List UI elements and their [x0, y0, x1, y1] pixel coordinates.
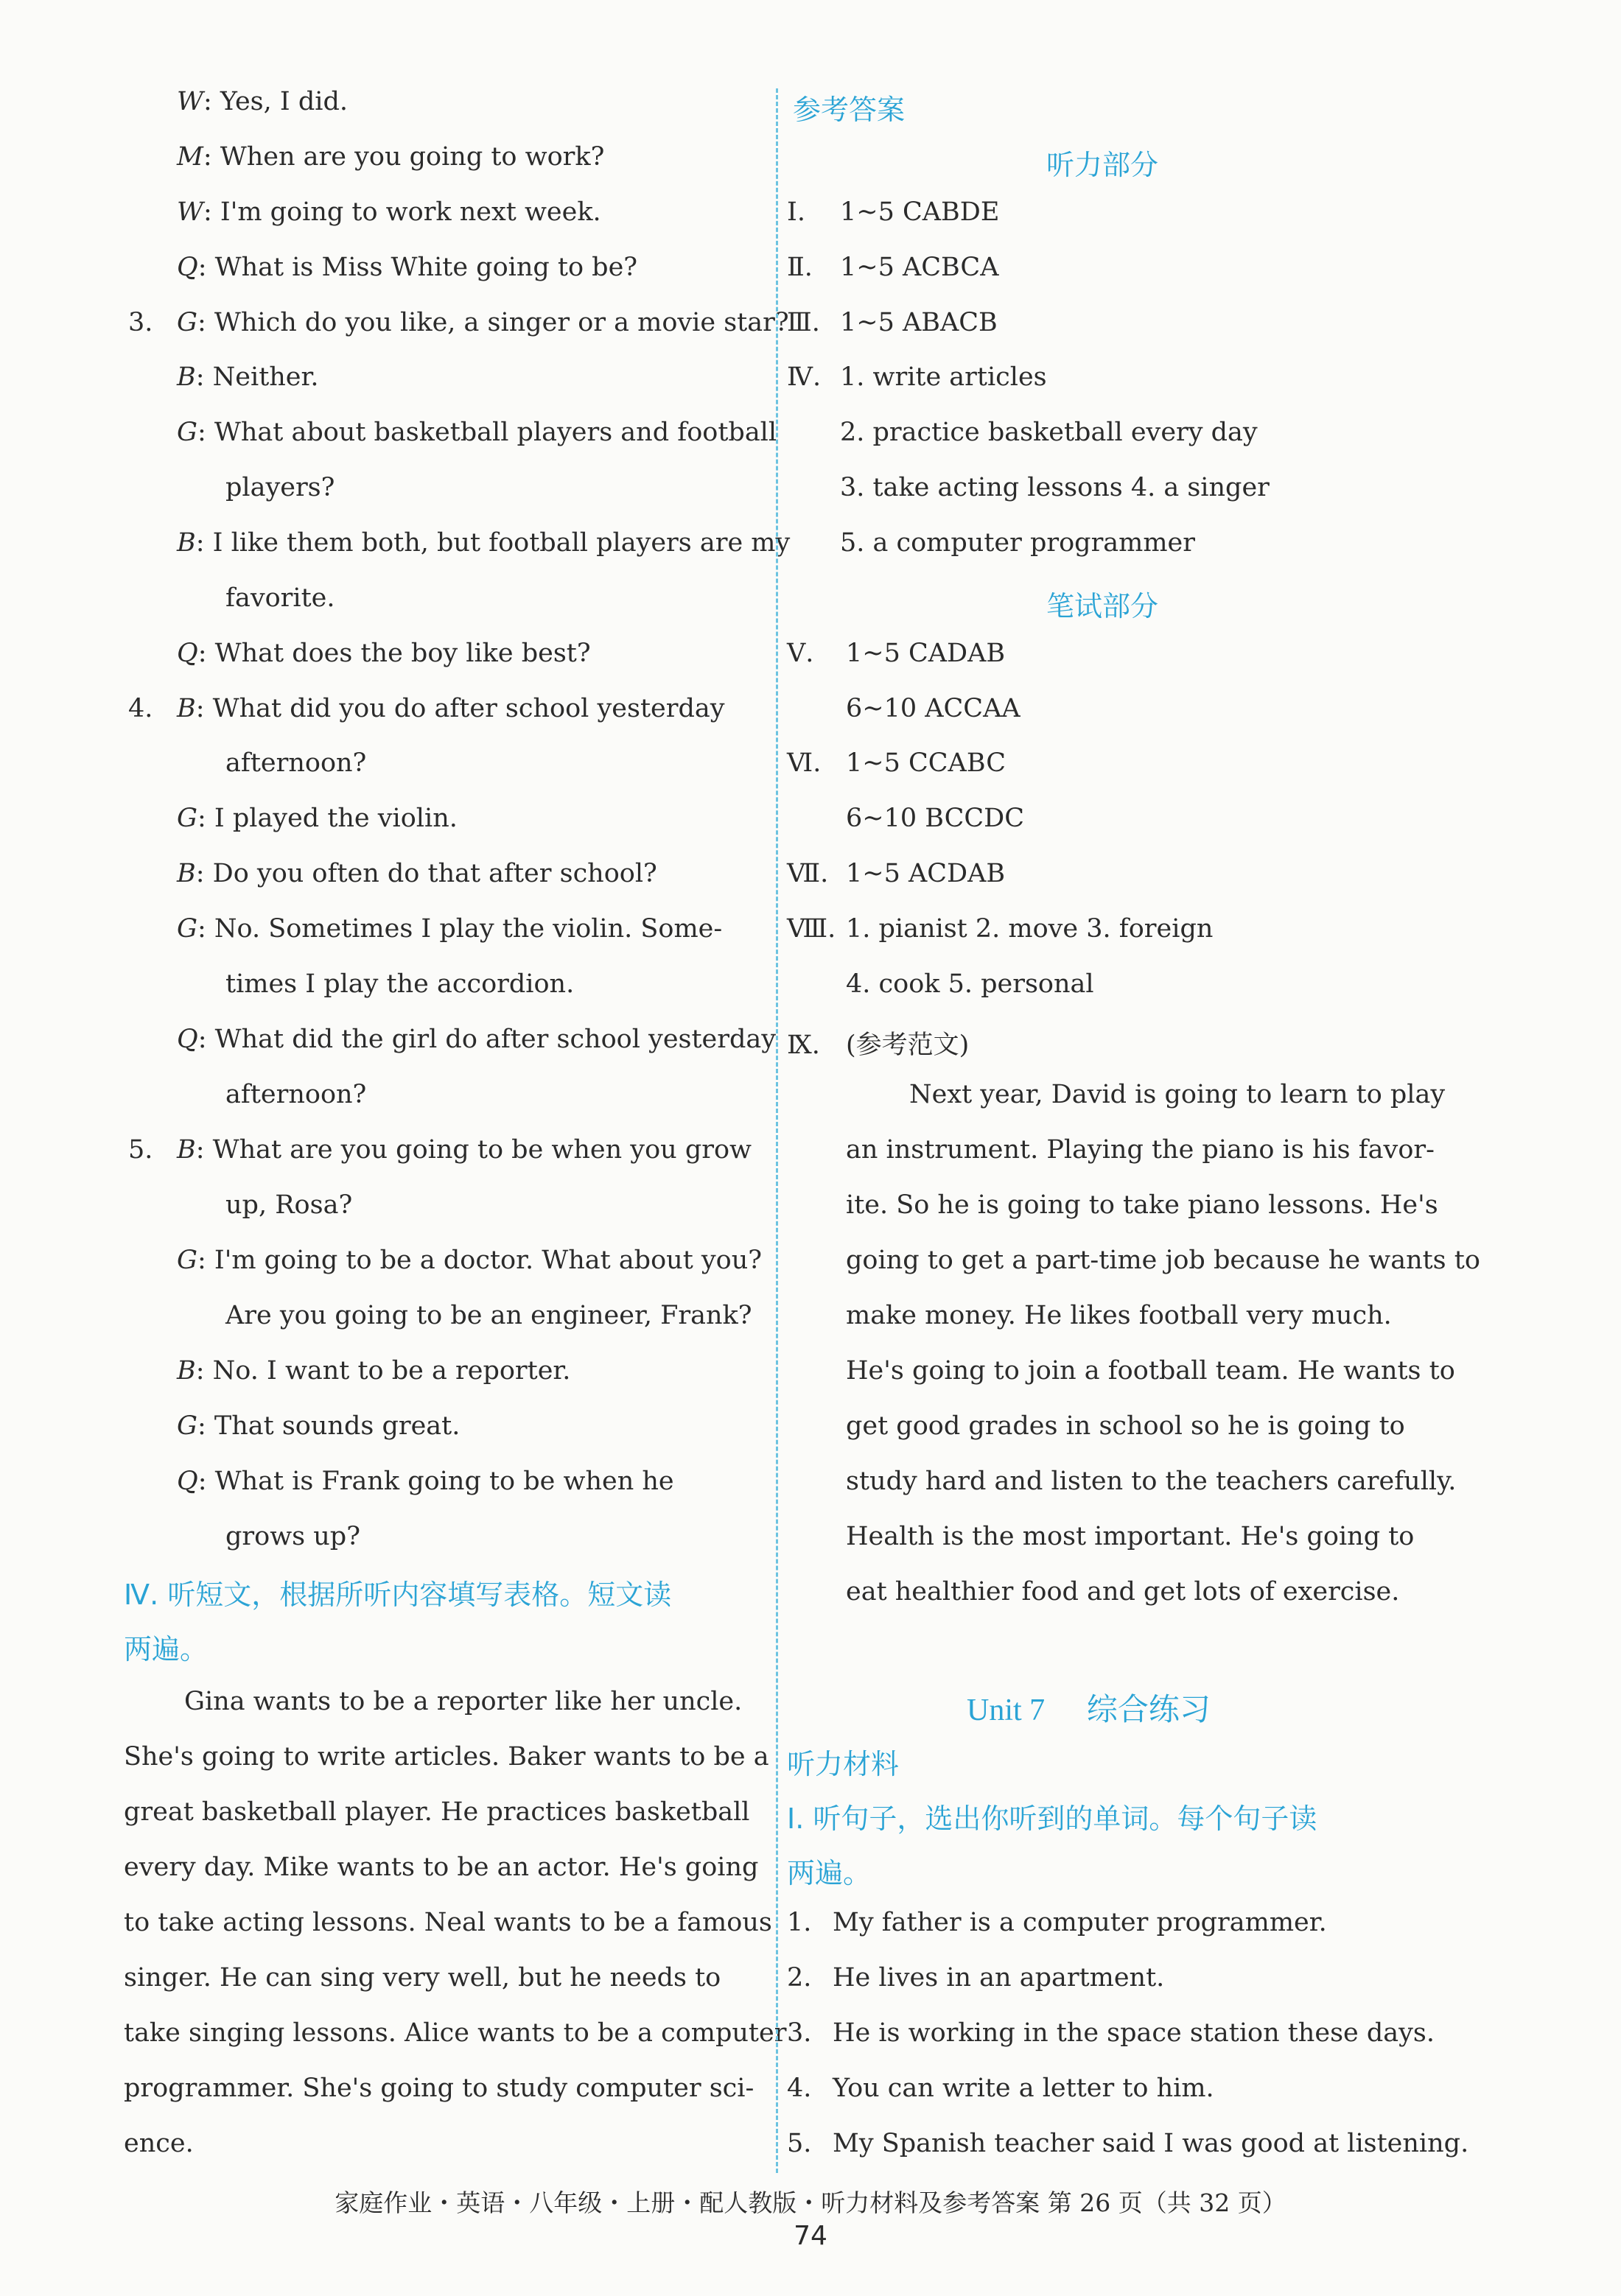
answer-text: 1~5 CABDE: [840, 197, 1000, 227]
dialogue-continuation: afternoon?: [225, 748, 367, 778]
essay-line: get good grades in school so he is going to: [846, 1411, 1405, 1441]
answer-text: (参考范文): [846, 1031, 970, 1060]
essay-line: He's going to join a football team. He wants to: [846, 1356, 1455, 1386]
passage-line: great basketball player. He practices basketball: [124, 1797, 750, 1827]
dialogue-text: Neither.: [212, 362, 319, 392]
page-number: 74: [794, 2221, 827, 2251]
passage-line: every day. Mike wants to be an actor. He's going: [124, 1853, 759, 1882]
speaker-label: Q: [177, 1467, 198, 1496]
speaker-label: G: [177, 1246, 197, 1275]
essay-line: eat healthier food and get lots of exercise.: [846, 1577, 1400, 1607]
dialogue-line: Q: What is Miss White going to be?: [177, 253, 638, 282]
dialogue-text: What is Frank going to be when he: [214, 1467, 674, 1496]
answer-row: 5. a computer programmer: [840, 528, 1195, 558]
answer-roman: Ⅱ.: [787, 253, 813, 282]
answer-text: 1. pianist 2. move 3. foreign: [846, 914, 1214, 944]
sentence-number: 2.: [787, 1963, 812, 1993]
speaker-label: B: [177, 694, 196, 723]
dialogue-text: Do you often do that after school?: [212, 859, 657, 888]
material-title: 听力材料: [787, 1748, 900, 1780]
speaker-label: B: [177, 1135, 196, 1165]
essay-line: going to get a part-time job because he wants to: [846, 1246, 1480, 1275]
essay-line: make money. He likes football very much.: [846, 1301, 1392, 1330]
dialogue-continuation: grows up?: [225, 1522, 360, 1551]
answer-row: [787, 197, 999, 227]
sentence-number: 1.: [787, 1908, 812, 1937]
dialogue-line: B: No. I want to be a reporter.: [177, 1356, 571, 1386]
answer-text: 1. write articles: [840, 362, 1047, 392]
speaker-label: W: [177, 197, 203, 227]
section-4-title-cont: 两遍。: [124, 1633, 209, 1665]
answer-roman: Ⅵ.: [787, 748, 822, 778]
answer-row: [787, 1025, 969, 1061]
column-divider: [776, 88, 778, 2173]
dialogue-text: What does the boy like best?: [214, 639, 591, 668]
answer-roman: Ⅶ.: [787, 859, 829, 888]
answer-row: [787, 639, 1005, 668]
sentence-row: [787, 2018, 1435, 2048]
dialogue-line: G: No. Sometimes I play the violin. Some-: [177, 914, 723, 944]
speaker-label: G: [177, 914, 197, 944]
sentence-row: [787, 2129, 1468, 2158]
answer-text: 1~5 ACBCA: [840, 253, 999, 282]
essay-line: study hard and listen to the teachers carefully.: [846, 1467, 1457, 1496]
answers-title: 参考答案: [793, 94, 906, 126]
answer-roman: Ⅴ.: [787, 639, 814, 668]
page-footer: 家庭作业・英语・八年级・上册・配人教版・听力材料及参考答案 第 26 页（共 32 页）: [335, 2188, 1286, 2217]
sentence-number: 5.: [787, 2129, 812, 2158]
speaker-label: G: [177, 418, 197, 447]
passage-line: take singing lessons. Alice wants to be a computer: [124, 2018, 787, 2048]
answer-row: [787, 748, 1006, 778]
speaker-label: W: [177, 87, 203, 116]
dialogue-text: What about basketball players and football: [214, 418, 777, 447]
item-number: 3.: [128, 308, 153, 337]
answer-roman: Ⅷ.: [787, 914, 836, 944]
answer-row: 3. take acting lessons 4. a singer: [840, 473, 1270, 502]
dialogue-line: G: That sounds great.: [177, 1411, 461, 1441]
dialogue-line: G: I'm going to be a doctor. What about you?: [177, 1246, 763, 1275]
dialogue-line: W: I'm going to work next week.: [177, 197, 601, 227]
item-number: 4.: [128, 694, 153, 723]
dialogue-line: G: I played the violin.: [177, 804, 458, 833]
answer-row: [787, 859, 1005, 888]
dialogue-text: What is Miss White going to be?: [214, 253, 638, 282]
speaker-label: Q: [177, 639, 198, 668]
sentence-row: [787, 1908, 1327, 1937]
dialogue-line: B: Do you often do that after school?: [177, 859, 657, 888]
speaker-label: B: [177, 528, 196, 558]
dialogue-text: Yes, I did.: [220, 87, 348, 116]
dialogue-text: Which do you like, a singer or a movie star?: [214, 308, 789, 337]
unit-title: [967, 1685, 1211, 1730]
speaker-label: B: [177, 1356, 196, 1386]
dialogue-text: What are you going to be when you grow: [212, 1135, 752, 1165]
dialogue-continuation: players?: [225, 473, 335, 502]
dialogue-continuation: times I play the accordion.: [225, 969, 575, 999]
answer-row: [787, 362, 1047, 392]
sentence-text: My Spanish teacher said I was good at listening.: [833, 2129, 1469, 2158]
answer-text: 1~5 CCABC: [846, 748, 1006, 778]
speaker-label: B: [177, 859, 196, 888]
dialogue-text: What did you do after school yesterday: [212, 694, 725, 723]
writing-part-title: 笔试部分: [1046, 590, 1159, 622]
passage-line: Gina wants to be a reporter like her uncle.: [184, 1687, 743, 1716]
dialogue-text: When are you going to work?: [220, 142, 605, 172]
answer-row: 4. cook 5. personal: [846, 969, 1094, 999]
dialogue-line: B: I like them both, but football players are my: [177, 528, 791, 558]
dialogue-text: What did the girl do after school yesterday: [214, 1025, 777, 1054]
dialogue-line: B: What did you do after school yesterday: [177, 694, 725, 723]
speaker-label: G: [177, 1411, 197, 1441]
dialogue-continuation: afternoon?: [225, 1080, 367, 1109]
essay-line: Health is the most important. He's going to: [846, 1522, 1415, 1551]
dialogue-line: B: Neither.: [177, 362, 319, 392]
essay-line: an instrument. Playing the piano is his favor-: [846, 1135, 1435, 1165]
item-number: 5.: [128, 1135, 153, 1165]
answer-text: 1~5 ACDAB: [846, 859, 1006, 888]
unit-title-en: Unit 7: [967, 1693, 1046, 1727]
passage-line: programmer. She's going to study computer sci-: [124, 2074, 755, 2103]
essay-line: Next year, David is going to learn to play: [909, 1080, 1446, 1109]
dialogue-line: M: When are you going to work?: [177, 142, 605, 172]
speaker-label: G: [177, 804, 197, 833]
answer-text: 1~5 ABACB: [840, 308, 998, 337]
essay-line: ite. So he is going to take piano lessons. He's: [846, 1190, 1438, 1220]
passage-line: to take acting lessons. Neal wants to be a famous: [124, 1908, 772, 1937]
dialogue-text: I played the violin.: [214, 804, 458, 833]
answer-roman: Ⅳ.: [787, 362, 822, 392]
sentence-text: He lives in an apartment.: [833, 1963, 1165, 1993]
sentence-number: 3.: [787, 2018, 812, 2048]
sentence-number: 4.: [787, 2074, 812, 2103]
sentence-row: [787, 1963, 1164, 1993]
answer-row: [787, 308, 998, 337]
dialogue-text: I'm going to work next week.: [220, 197, 601, 227]
dialogue-line: G: What about basketball players and football: [177, 418, 777, 447]
dialogue-continuation: favorite.: [225, 583, 335, 613]
answer-row: 2. practice basketball every day: [840, 418, 1258, 447]
answer-roman: Ⅸ.: [787, 1031, 820, 1060]
dialogue-text: I'm going to be a doctor. What about you?: [214, 1246, 763, 1275]
sentence-text: He is working in the space station these days.: [833, 2018, 1435, 2048]
dialogue-line: G: Which do you like, a singer or a movie star?: [177, 308, 789, 337]
section-4-title: Ⅳ. 听短文，根据所听内容填写表格。短文读: [124, 1579, 672, 1611]
section-1-title-cont: 两遍。: [787, 1857, 872, 1889]
dialogue-line: Q: What did the girl do after school yesterday: [177, 1025, 777, 1054]
speaker-label: G: [177, 308, 197, 337]
sentence-text: My father is a computer programmer.: [833, 1908, 1327, 1937]
dialogue-line: Q: What is Frank going to be when he: [177, 1467, 674, 1496]
answer-roman: Ⅲ.: [787, 308, 820, 337]
answer-row: [787, 914, 1213, 944]
listening-part-title: 听力部分: [1046, 149, 1159, 181]
section-1-title: Ⅰ. 听句子，选出你听到的单词。每个句子读: [787, 1802, 1317, 1835]
passage-line: ence.: [124, 2129, 194, 2158]
passage-line: She's going to write articles. Baker wants to be a: [124, 1742, 769, 1772]
speaker-label: Q: [177, 1025, 198, 1054]
passage-line: singer. He can sing very well, but he needs to: [124, 1963, 721, 1993]
dialogue-text: No. Sometimes I play the violin. Some-: [214, 914, 723, 944]
answer-text: 1~5 CADAB: [846, 639, 1006, 668]
dialogue-continuation: up, Rosa?: [225, 1190, 353, 1220]
speaker-label: B: [177, 362, 196, 392]
dialogue-line: B: What are you going to be when you grow: [177, 1135, 752, 1165]
speaker-label: M: [177, 142, 203, 172]
sentence-row: [787, 2074, 1214, 2103]
answer-row: 6~10 ACCAA: [846, 694, 1020, 723]
dialogue-text: No. I want to be a reporter.: [212, 1356, 571, 1386]
dialogue-text: That sounds great.: [214, 1411, 461, 1441]
answer-row: [787, 253, 998, 282]
sentence-text: You can write a letter to him.: [833, 2074, 1214, 2103]
speaker-label: Q: [177, 253, 198, 282]
dialogue-continuation: Are you going to be an engineer, Frank?: [225, 1301, 752, 1330]
dialogue-line: W: Yes, I did.: [177, 87, 348, 116]
answer-roman: Ⅰ.: [787, 197, 805, 227]
unit-title-cn: 综合练习: [1086, 1691, 1211, 1727]
dialogue-line: Q: What does the boy like best?: [177, 639, 591, 668]
answer-row: 6~10 BCCDC: [846, 804, 1025, 833]
dialogue-text: I like them both, but football players are my: [212, 528, 791, 558]
